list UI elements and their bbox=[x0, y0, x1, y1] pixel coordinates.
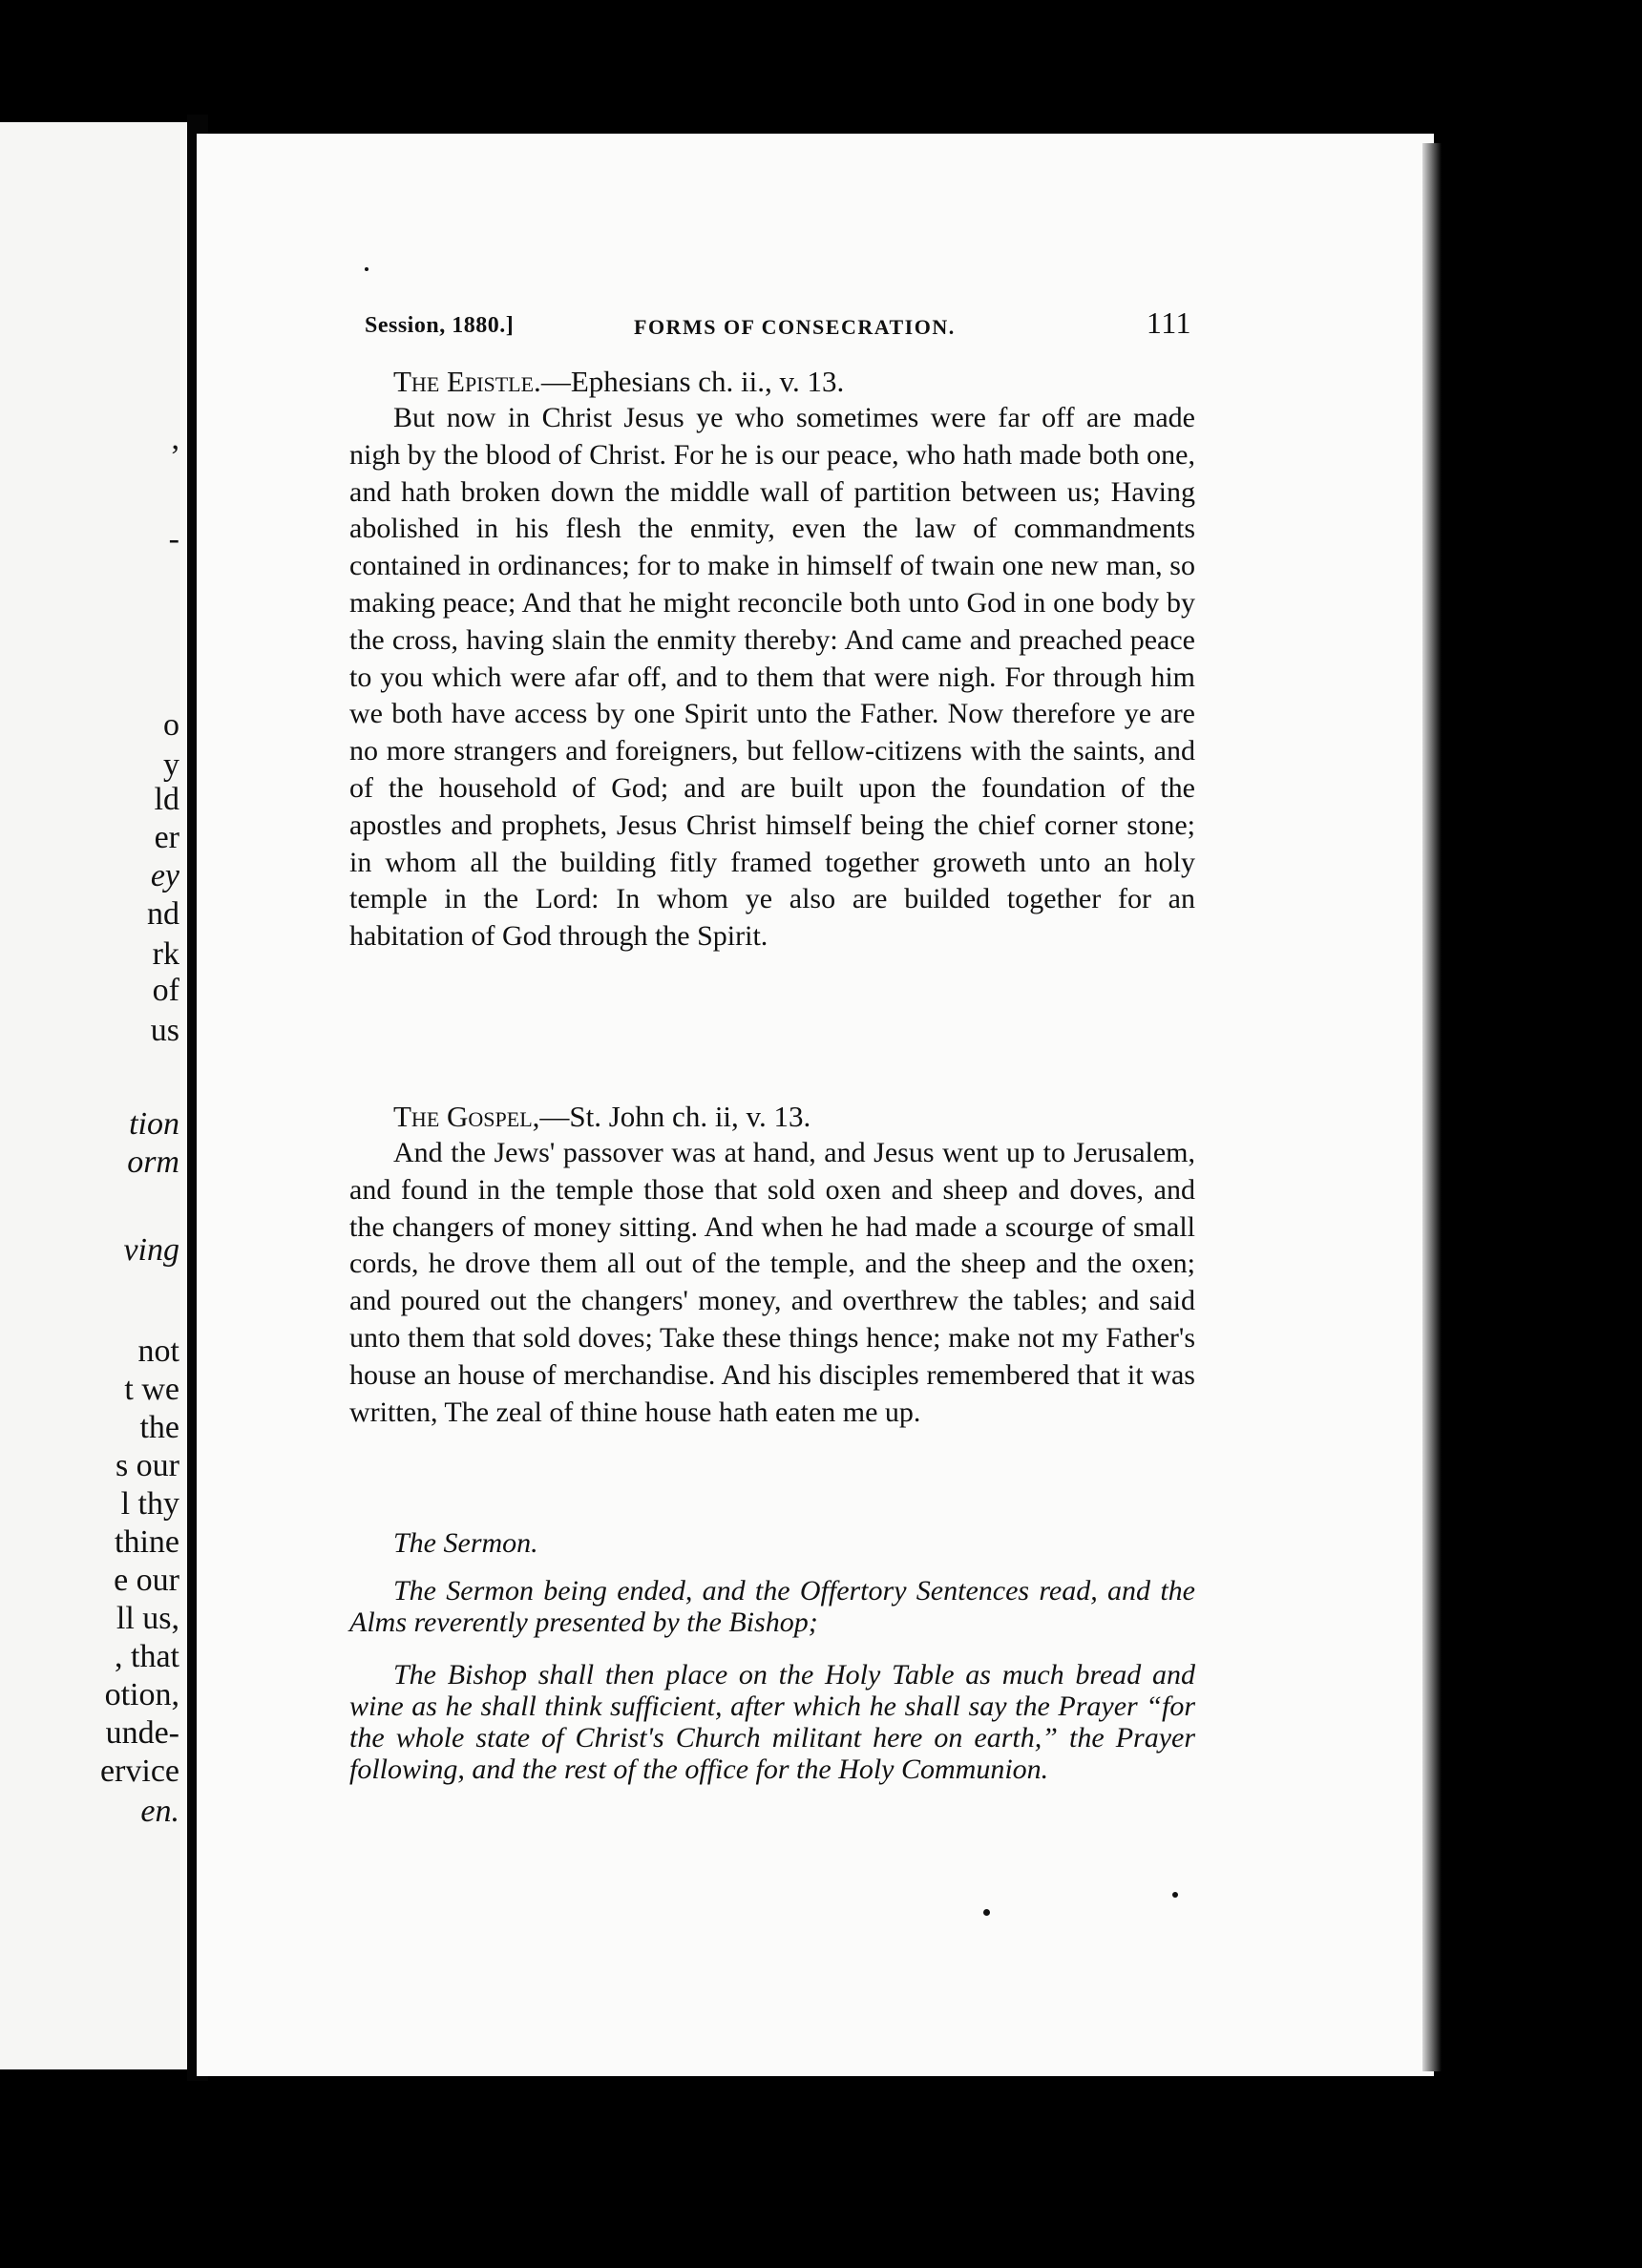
left-page-text-fragment: t we bbox=[124, 1372, 179, 1407]
left-page-text-fragment: not bbox=[137, 1334, 179, 1369]
left-page-text-fragment: ving bbox=[123, 1232, 179, 1268]
rubric-offertory bbox=[349, 1575, 1195, 1638]
page-number: 111 bbox=[1146, 305, 1191, 340]
left-page-text-fragment: o bbox=[163, 707, 179, 743]
left-page-text-fragment: er bbox=[154, 820, 179, 855]
gospel-heading bbox=[349, 1098, 1195, 1135]
left-page-text-fragment: the bbox=[139, 1410, 179, 1445]
left-page-text-fragment: , that bbox=[115, 1639, 179, 1674]
epistle-heading-ref: —Ephesians ch. ii., v. 13. bbox=[540, 365, 845, 398]
left-page-text-fragment: us bbox=[150, 1013, 179, 1048]
epistle-heading bbox=[349, 363, 1195, 400]
ink-speck bbox=[983, 1909, 990, 1916]
gospel-section bbox=[349, 1098, 1195, 1431]
left-page-text-fragment: y bbox=[163, 747, 179, 783]
ink-speck bbox=[1172, 1892, 1178, 1898]
running-head-session: Session, 1880.] bbox=[365, 313, 515, 338]
running-head bbox=[365, 305, 1199, 347]
gospel-text: And the Jews' passover was at hand, and Jesus went up to Jerusalem, and found in the temple those that sold oxen and sheep and doves, and the changers of money sitting. And when he had made a scourge of small cords, he drove them all out of the temple, and the sheep and the oxen; and poured out the changers' money, and overthrew the tables; and said unto them that sold doves; Take these things hence; make not my Father's house an house of merchandise. And his disciples remembered that it was written, The zeal of thine house hath eaten me up. bbox=[349, 1137, 1195, 1428]
gospel-heading-ref: —St. John ch. ii, v. 13. bbox=[539, 1100, 811, 1133]
left-page-text-fragment: e our bbox=[114, 1563, 179, 1598]
page-edge-shadow bbox=[1422, 143, 1442, 2071]
left-page-text-fragment: otion, bbox=[104, 1677, 179, 1712]
left-page-fragment bbox=[0, 122, 191, 2069]
rubric-offertory-text: The Sermon being ended, and the Offertory Sentences read, and the Alms reverently presented by the Bishop; bbox=[349, 1575, 1195, 1638]
rubric-communion-text: The Bishop shall then place on the Holy Table as much bread and wine as he shall think sufficient, after which he shall say the Prayer “for the whole state of Christ's Church militant here on earth,” the Prayer following, and the rest of the office for the Holy Communion. bbox=[349, 1659, 1195, 1785]
left-page-text-fragment: of bbox=[152, 973, 179, 1008]
left-page-text-fragment: nd bbox=[147, 896, 179, 932]
epistle-heading-label: The Epistle. bbox=[393, 365, 541, 398]
left-page-text-fragment: ll us, bbox=[116, 1601, 179, 1636]
sermon-rubric bbox=[349, 1525, 1195, 1562]
left-page-text-fragment: ervice bbox=[99, 1754, 179, 1789]
left-page-text-fragment: - bbox=[168, 521, 179, 556]
left-page-text-fragment: ld bbox=[154, 782, 179, 817]
left-page-text-fragment: orm bbox=[127, 1144, 179, 1180]
ink-speck bbox=[365, 267, 368, 271]
left-page-text-fragment: s our bbox=[115, 1448, 179, 1483]
left-page-text-fragment: en. bbox=[140, 1794, 179, 1829]
running-head-title: FORMS OF CONSECRATION. bbox=[634, 315, 956, 339]
left-page-text-fragment: rk bbox=[152, 936, 179, 972]
sermon-label: The Sermon. bbox=[393, 1527, 538, 1559]
rubric-communion bbox=[349, 1659, 1195, 1785]
epistle-text: But now in Christ Jesus ye who sometimes were far off are made nigh by the blood of Christ. For he is our peace, who hath made both one, and hath broken down the middle wall of partition between us; Having abolished in his flesh the enmity, even the law of commandments contained in ordinances; for to make in himself of twain one new man, so making peace; And that he might reconcile both unto God in one body by the cross, having slain the enmity thereby: And came and preached peace to you which were afar off, and to them that were nigh. For through him we both have access by one Spirit unto the Father. Now therefore ye are no more strangers and foreigners, but fellow-citizens with the saints, and of the household of God; and are built upon the foundation of the apostles and prophets, Jesus Christ himself being the chief corner stone; in whom all the building fitly framed together groweth unto an holy temple in the Lord: In whom ye also are builded together for an habitation of God through the Spirit. bbox=[349, 402, 1195, 953]
left-page-text-fragment: ey bbox=[150, 858, 179, 893]
left-page-text-fragment: l thy bbox=[120, 1486, 179, 1522]
left-page-text-fragment: , bbox=[171, 421, 179, 456]
left-page-text-fragment: thine bbox=[115, 1524, 179, 1560]
gospel-heading-label: The Gospel, bbox=[393, 1100, 540, 1133]
left-page-text-fragment: unde- bbox=[105, 1715, 179, 1751]
epistle-section bbox=[349, 363, 1195, 956]
left-page-text-fragment: tion bbox=[129, 1106, 179, 1142]
